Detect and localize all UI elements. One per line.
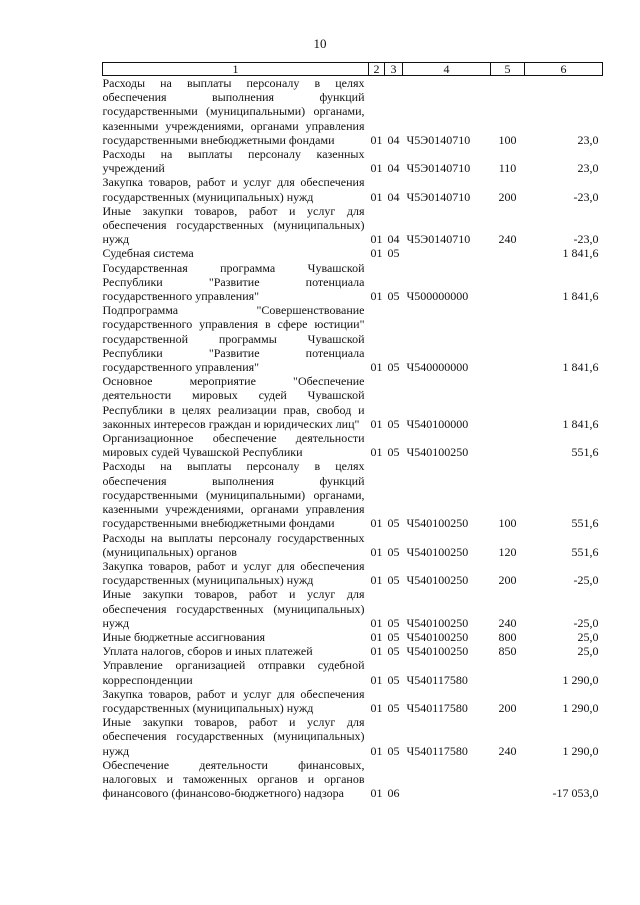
row-section: 01 [370,629,383,644]
row-subsection: 04 [387,132,400,147]
row-subsection: 05 [387,573,400,588]
table-row [103,459,603,530]
row-name: Иные бюджетные ассигнования [102,629,265,644]
table-row [103,147,603,175]
row-amount: 1 290,0 [562,700,599,715]
row-name: Закупка товаров, работ и услуг для обеспечения государственных (муниципальных) нужд [102,558,365,588]
row-section: 01 [370,416,383,431]
row-amount: 1 290,0 [562,743,599,758]
row-expense-type: 100 [498,132,517,147]
row-name: Управление организацией отправки судебной корреспонденции [102,658,365,687]
table-row [103,687,603,715]
row-amount: 1 290,0 [562,672,599,687]
row-amount: 551,6 [571,544,599,559]
row-subsection: 05 [387,544,400,559]
row-target-code: Ч540100250 [406,573,469,588]
header-col-3: 3 [385,63,403,76]
row-expense-type: 120 [498,544,517,559]
page-number: 10 [313,36,327,51]
table-row [103,431,603,459]
row-section: 01 [370,360,383,375]
row-target-code: Ч540100250 [406,445,469,460]
row-expense-type: 200 [498,189,517,204]
row-subsection: 05 [387,644,400,659]
row-name: Расходы на выплаты персоналу в целях обеспечения выполнения функций государственными (муниципальными) органами, казенными учреждениями, органами управления государственными внебюджетными фондами [102,459,365,531]
row-section: 01 [370,573,383,588]
row-target-code: Ч540100250 [406,544,469,559]
row-section: 01 [370,189,383,204]
row-subsection: 05 [387,360,400,375]
row-section: 01 [370,544,383,559]
row-section: 01 [370,161,383,176]
table-row [103,204,603,247]
table-row [103,559,603,587]
table-row [103,644,603,658]
row-target-code [403,758,491,801]
row-section: 01 [370,786,383,801]
row-target-code: Ч540100250 [406,644,469,659]
table-row [103,76,603,148]
row-target-code: Ч540100250 [406,615,469,630]
row-amount: 551,6 [571,445,599,460]
row-expense-type [491,431,525,459]
row-name: Государственная программа Чувашской Республики "Развитие потенциала государственного управления" [102,260,365,304]
row-name: Расходы на выплаты персоналу в целях обеспечения выполнения функций государственными (муниципальными) органами, казенными учреждениями, органами управления государственными внебюджетными фондами [102,76,365,147]
row-name: Уплата налогов, сборов и иных платежей [102,644,313,659]
row-amount: 1 841,6 [562,416,599,431]
row-section: 01 [370,232,383,247]
row-name: Основное мероприятие "Обеспечение деятельности мировых судей Чувашской Республики в целях реализации прав, свобод и законных интересов граждан и юридических лиц" [102,374,365,431]
row-target-code [403,246,491,260]
row-amount: 25,0 [577,644,599,659]
row-expense-type: 110 [498,161,517,176]
row-target-code: Ч540000000 [406,360,469,375]
row-expense-type [491,303,525,374]
row-subsection: 05 [387,416,400,431]
table-row [103,630,603,644]
row-section: 01 [370,246,383,261]
row-target-code: Ч540100000 [406,416,469,431]
row-subsection: 04 [387,232,400,247]
row-target-code: Ч500000000 [406,289,469,304]
row-target-code: Ч5Э0140710 [406,189,471,204]
budget-table [102,62,603,800]
row-section: 01 [370,644,383,659]
row-target-code: Ч5Э0140710 [406,132,471,147]
table-row [103,246,603,260]
row-amount: 25,0 [577,629,599,644]
row-amount: 1 841,6 [562,289,599,304]
row-expense-type: 240 [498,232,517,247]
row-target-code: Ч540117580 [406,700,468,715]
row-name: Иные закупки товаров, работ и услуг для обеспечения государственных (муниципальных) нужд [102,715,365,758]
row-expense-type: 200 [498,700,517,715]
row-subsection: 04 [387,161,400,176]
row-amount: -23,0 [573,189,599,204]
table-row [103,587,603,630]
row-name: Иные закупки товаров, работ и услуг для обеспечения государственных (муниципальных) нужд [102,587,365,630]
table-row [103,758,603,801]
table-row [103,175,603,203]
row-subsection: 04 [387,189,400,204]
row-expense-type: 850 [498,644,517,659]
row-name: Закупка товаров, работ и услуг для обеспечения государственных (муниципальных) нужд [102,175,365,204]
row-target-code: Ч540117580 [406,743,468,758]
row-section: 01 [370,132,383,147]
table-row [103,374,603,431]
row-target-code: Ч5Э0140710 [406,161,471,176]
table-row [103,658,603,686]
row-name: Обеспечение деятельности финансовых, налоговых и таможенных органов и органов финансового (финансово-бюджетного) надзора [102,757,365,801]
header-col-4: 4 [403,63,491,76]
row-subsection: 05 [387,700,400,715]
row-section: 01 [370,672,383,687]
row-amount: 1 841,6 [562,360,599,375]
row-subsection: 05 [387,615,400,630]
row-subsection: 05 [387,629,400,644]
row-name: Расходы на выплаты персоналу казенных учреждений [102,147,365,176]
row-expense-type: 240 [498,615,517,630]
row-name: Судебная система [102,246,194,261]
row-section: 01 [370,445,383,460]
row-expense-type [491,261,525,304]
row-expense-type: 100 [498,516,517,531]
header-col-2: 2 [369,63,385,76]
table-row [103,531,603,559]
row-amount: -25,0 [573,573,599,588]
row-name: Закупка товаров, работ и услуг для обеспечения государственных (муниципальных) нужд [102,686,365,715]
table-row [103,261,603,304]
row-amount: 551,6 [571,516,599,531]
row-expense-type: 200 [498,573,517,588]
table-row [103,715,603,758]
row-section: 01 [370,289,383,304]
row-subsection: 05 [387,289,400,304]
row-expense-type: 800 [498,629,517,644]
row-amount: 1 841,6 [562,246,599,261]
row-expense-type [491,246,525,260]
row-target-code: Ч540100250 [406,629,469,644]
row-amount: -23,0 [573,232,599,247]
header-col-5: 5 [491,63,525,76]
row-expense-type: 240 [498,743,517,758]
row-expense-type [491,658,525,686]
row-expense-type [491,758,525,801]
header-col-6: 6 [525,63,603,76]
row-target-code: Ч540117580 [406,672,468,687]
row-amount: -25,0 [573,615,599,630]
row-name: Организационное обеспечение деятельности мировых судей Чувашской Республики [102,431,365,460]
row-name: Расходы на выплаты персоналу государственных (муниципальных) органов [102,530,365,559]
row-subsection: 05 [387,672,400,687]
table-row [103,303,603,374]
row-target-code: Ч5Э0140710 [406,232,471,247]
row-expense-type [491,374,525,431]
row-subsection: 06 [387,786,400,801]
row-subsection: 05 [387,743,400,758]
row-subsection: 05 [387,246,400,261]
row-section: 01 [370,743,383,758]
row-subsection: 05 [387,445,400,460]
row-amount: 23,0 [577,132,599,147]
header-row [103,63,603,76]
row-section: 01 [370,615,383,630]
row-name: Подпрограмма "Совершенствование государственного управления в сфере юстиции" государственной программы Чувашской Республики "Развитие потенциала государственного управления" [102,303,365,375]
header-col-1: 1 [103,63,369,76]
row-section: 01 [370,516,383,531]
row-amount: 23,0 [577,161,599,176]
row-target-code: Ч540100250 [406,516,469,531]
row-subsection: 05 [387,516,400,531]
row-name: Иные закупки товаров, работ и услуг для обеспечения государственных (муниципальных) нужд [102,203,365,247]
row-amount: -17 053,0 [552,786,599,801]
row-section: 01 [370,700,383,715]
